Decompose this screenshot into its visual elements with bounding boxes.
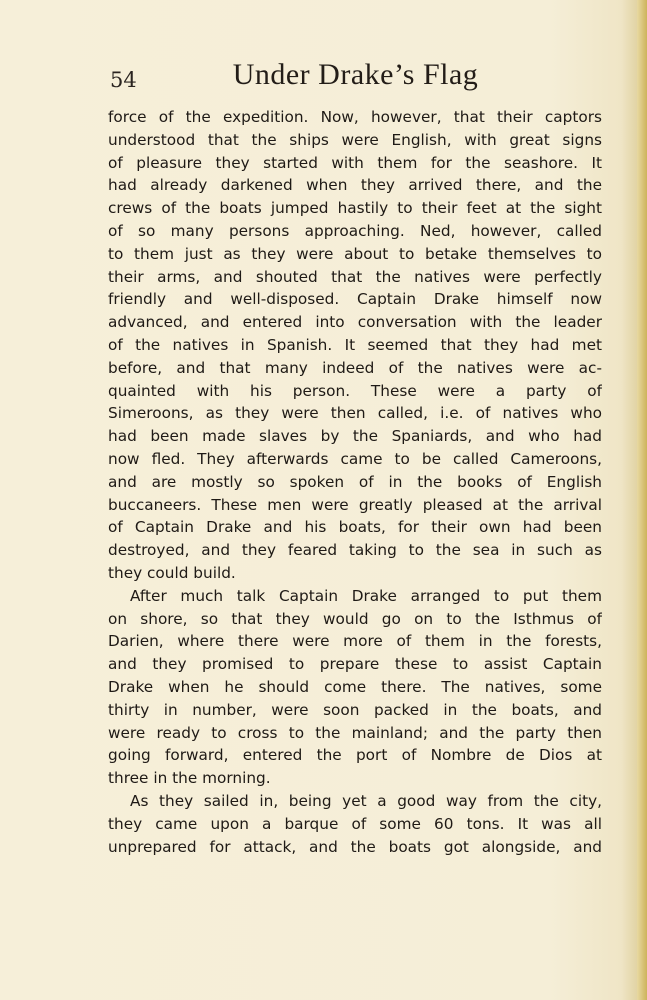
text-line: destroyed, and they feared taking to the sea in such as <box>108 541 602 560</box>
text-line: had been made slaves by the Spaniards, and who had <box>108 427 602 446</box>
text-line: were ready to cross to the mainland; and the party then <box>108 723 602 742</box>
text-line: and are mostly so spoken of in the books of English <box>108 472 602 491</box>
text-line: Simeroons, as they were then called, i.e. of natives who <box>108 404 602 423</box>
text-line: understood that the ships were English, with great signs <box>108 130 602 149</box>
text-line: Darien, where there were more of them in the forests, <box>108 632 602 651</box>
page-edge <box>637 0 647 1000</box>
text-line: quainted with his person. These were a party of <box>108 381 602 400</box>
text-line: had already darkened when they arrived there, and the <box>108 176 602 195</box>
text-line: Drake when he should come there. The natives, some <box>108 677 602 696</box>
running-title: Under Drake’s Flag <box>232 58 479 91</box>
paragraph-end-line: they could build. <box>108 563 236 582</box>
text-line: on shore, so that they would go on to the Isthmus of <box>108 609 602 628</box>
text-line: going forward, entered the port of Nombre de Dios at <box>108 746 602 765</box>
text-line: crews of the boats jumped hastily to their feet at the sight <box>108 199 602 218</box>
text-line: friendly and well-disposed. Captain Drake himself now <box>108 290 602 309</box>
text-line: buccaneers. These men were greatly pleased at the arrival <box>108 495 602 514</box>
text-line: of pleasure they started with them for the seashore. It <box>108 153 602 172</box>
text-line: advanced, and entered into conversation with the leader <box>108 313 602 332</box>
text-line: their arms, and shouted that the natives were perfectly <box>108 267 602 286</box>
paragraph-start-line: After much talk Captain Drake arranged to put them <box>130 586 602 605</box>
text-line: force of the expedition. Now, however, that their captors <box>108 108 602 126</box>
paragraph-start-line: As they sailed in, being yet a good way from the city, <box>130 791 602 810</box>
text-line: and they promised to prepare these to assist Captain <box>108 655 602 674</box>
page-header <box>108 58 603 98</box>
text-line: of so many persons approaching. Ned, however, called <box>108 221 602 240</box>
text-line: to them just as they were about to betake themselves to <box>108 244 602 263</box>
text-line: thirty in number, were soon packed in the boats, and <box>108 700 602 719</box>
body-text <box>108 106 602 858</box>
text-line: before, and that many indeed of the natives were ac- <box>108 358 602 377</box>
text-line: of the natives in Spanish. It seemed that they had met <box>108 335 602 354</box>
text-line: they came upon a barque of some 60 tons. It was all <box>108 814 602 833</box>
text-line: of Captain Drake and his boats, for their own had been <box>108 518 602 537</box>
text-line: unprepared for attack, and the boats got alongside, and <box>108 837 602 856</box>
text-line: now fled. They afterwards came to be called Cameroons, <box>108 449 602 468</box>
page-number: 54 <box>110 68 137 92</box>
paragraph-end-line: three in the morning. <box>108 769 271 788</box>
